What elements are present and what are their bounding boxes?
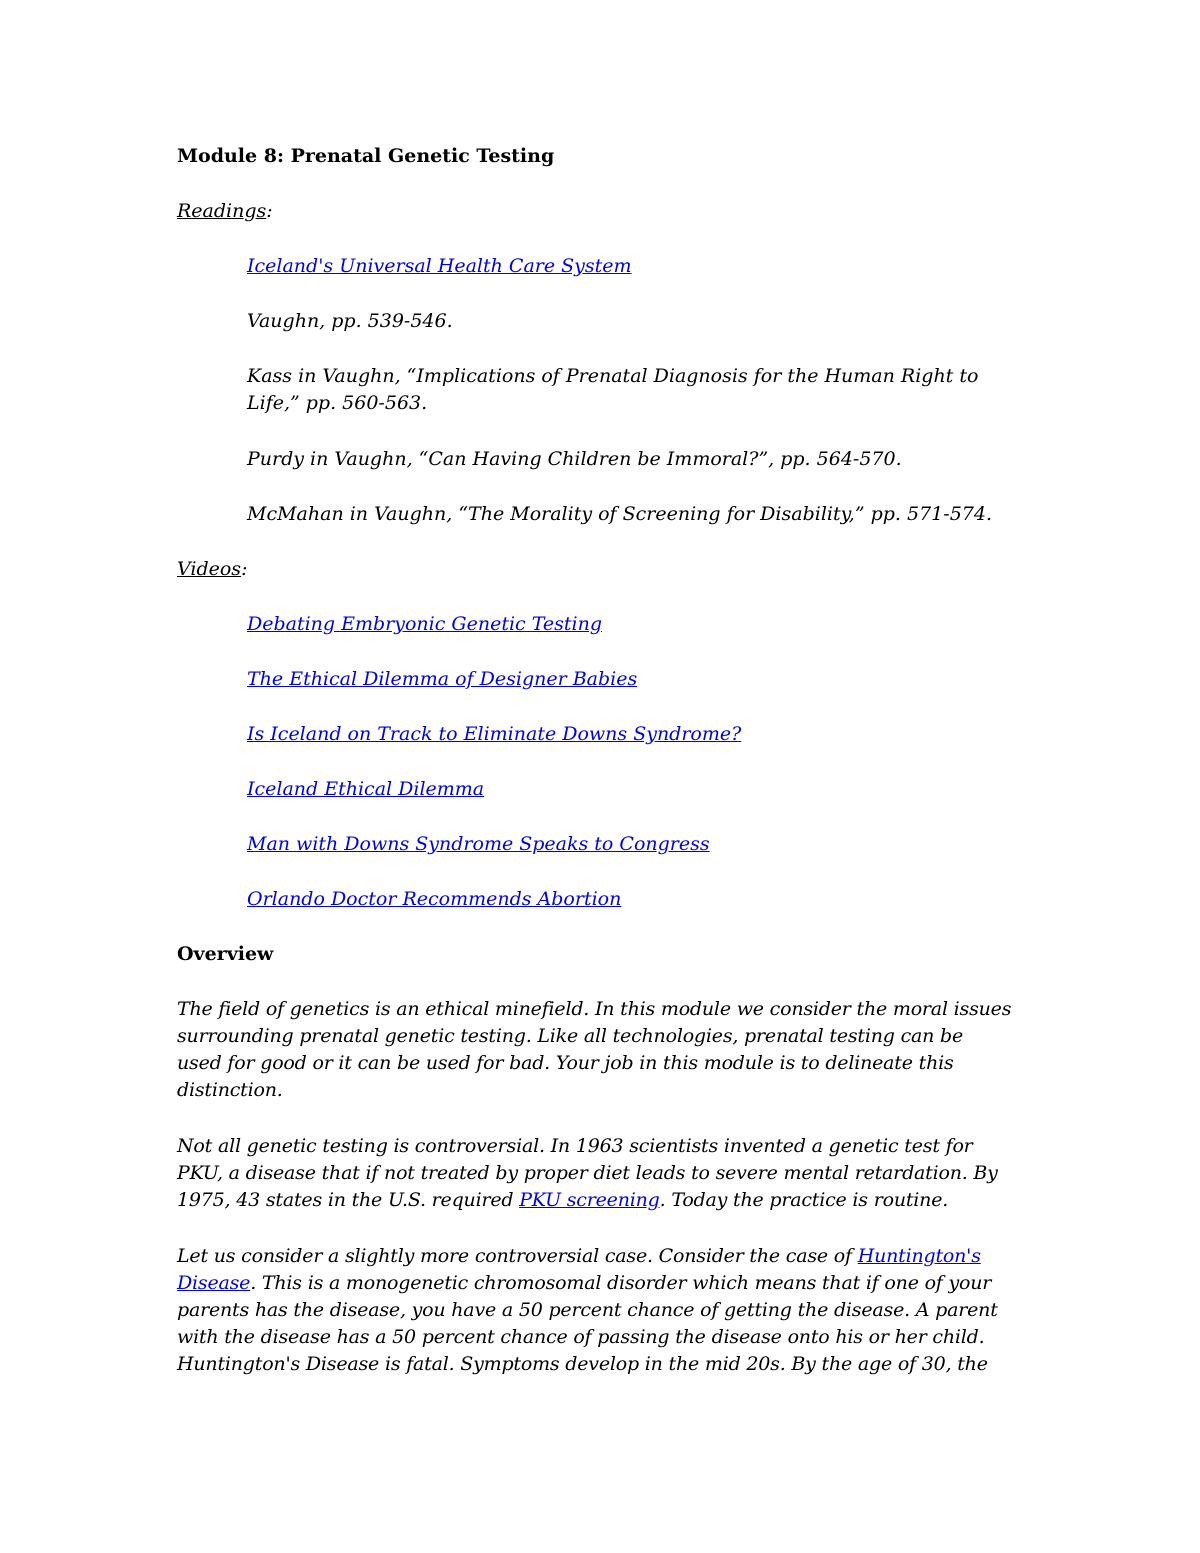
reading-item-1	[247, 253, 632, 280]
huntingtons-link-part-1[interactable]: Huntington's	[857, 1245, 981, 1267]
p1-line-4: distinction.	[177, 1079, 283, 1101]
reading-item-4: Purdy in Vaughn, “Can Having Children be Immoral?”, pp. 564-570.	[247, 448, 902, 470]
reading-link-iceland-health-care[interactable]: Iceland's Universal Health Care System	[247, 255, 632, 277]
video-link-iceland-downs-syndrome[interactable]: Is Iceland on Track to Eliminate Downs Syndrome?	[247, 723, 742, 745]
huntingtons-link-part-2[interactable]: Disease	[177, 1272, 251, 1294]
video-item-2	[247, 666, 637, 693]
p1-line-1: The field of genetics is an ethical minefield. In this module we consider the moral issues	[177, 998, 1012, 1020]
readings-label: Readings	[177, 200, 267, 222]
p3-line-1-start: Let us consider a slightly more controversial case. Consider the case of	[177, 1245, 858, 1267]
reading-item-3-line-1: Kass in Vaughn, “Implications of Prenatal Diagnosis for the Human Right to	[247, 365, 979, 387]
p2-line-2: PKU, a disease that if not treated by proper diet leads to severe mental retardation. By	[177, 1162, 998, 1184]
p1-line-3: used for good or it can be used for bad. Your job in this module is to delineate this	[177, 1052, 954, 1074]
page-title: Module 8: Prenatal Genetic Testing	[177, 145, 555, 167]
video-item-4	[247, 776, 484, 803]
video-link-iceland-ethical-dilemma[interactable]: Iceland Ethical Dilemma	[247, 778, 485, 800]
p2-line-1: Not all genetic testing is controversial. In 1963 scientists invented a genetic test for	[177, 1135, 973, 1157]
reading-item-3	[247, 363, 978, 417]
videos-label: Videos	[177, 558, 242, 580]
video-item-1	[247, 611, 602, 638]
readings-heading	[177, 198, 273, 225]
reading-item-3-line-2: Life,” pp. 560-563.	[247, 392, 428, 414]
p3-line-3: parents has the disease, you have a 50 percent chance of getting the disease. A parent	[177, 1299, 998, 1321]
video-item-6	[247, 886, 621, 913]
videos-colon: :	[241, 558, 248, 580]
reading-item-2: Vaughn, pp. 539-546.	[247, 310, 453, 332]
video-link-orlando-doctor[interactable]: Orlando Doctor Recommends Abortion	[247, 888, 622, 910]
p1-line-2: surrounding prenatal genetic testing. Like all technologies, prenatal testing can be	[177, 1025, 964, 1047]
video-item-3	[247, 721, 741, 748]
overview-paragraph-1	[177, 996, 1057, 1104]
pku-screening-link[interactable]: PKU screening	[519, 1189, 660, 1211]
p3-line-2-end: . This is a monogenetic chromosomal disorder which means that if one of your	[250, 1272, 992, 1294]
overview-paragraph-2	[177, 1133, 1057, 1214]
video-link-debating-embryonic-testing[interactable]: Debating Embryonic Genetic Testing	[247, 613, 603, 635]
overview-heading: Overview	[177, 943, 274, 965]
p2-line-3-end: . Today the practice is routine.	[659, 1189, 949, 1211]
p2-line-3-start: 1975, 43 states in the U.S. required	[177, 1189, 520, 1211]
reading-item-5: McMahan in Vaughn, “The Morality of Screening for Disability,” pp. 571-574.	[247, 503, 992, 525]
readings-colon: :	[266, 200, 273, 222]
p3-line-5: Huntington's Disease is fatal. Symptoms develop in the mid 20s. By the age of 30, the	[177, 1353, 988, 1375]
p3-line-4: with the disease has a 50 percent chance of passing the disease onto his or her child.	[177, 1326, 985, 1348]
overview-paragraph-3	[177, 1243, 1057, 1378]
video-link-man-speaks-to-congress[interactable]: Man with Downs Syndrome Speaks to Congress	[247, 833, 710, 855]
video-item-5	[247, 831, 710, 858]
videos-heading	[177, 556, 247, 583]
video-link-designer-babies[interactable]: The Ethical Dilemma of Designer Babies	[247, 668, 638, 690]
